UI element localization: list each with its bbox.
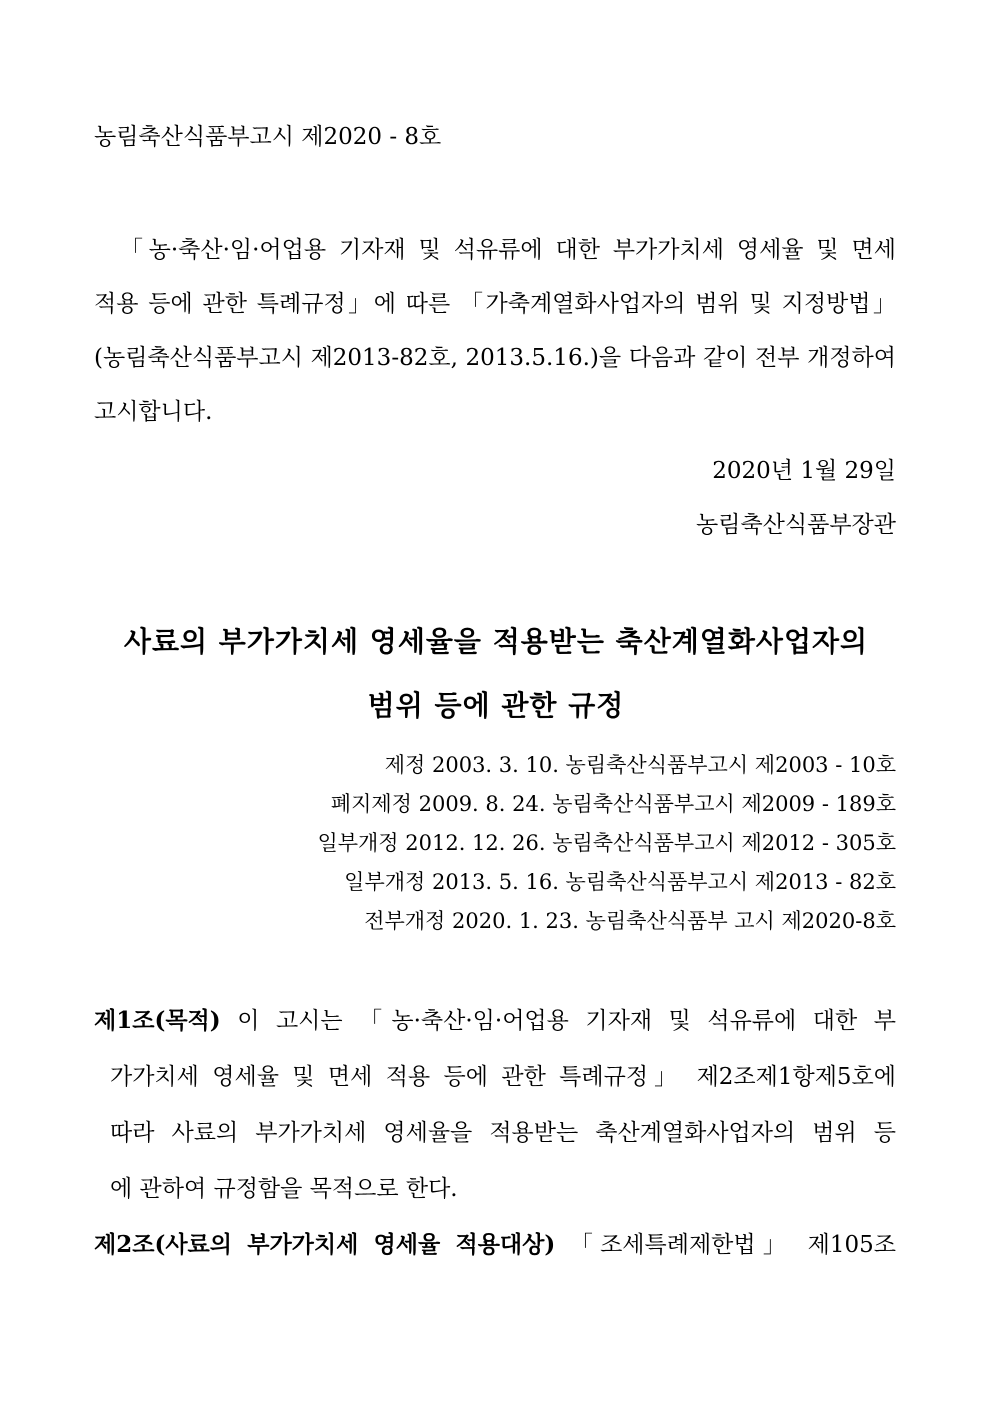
- article-2-text: 「조세특례제한법」 제105조: [555, 1232, 897, 1258]
- notice-number: 농림축산식품부고시 제2020 - 8호: [94, 124, 442, 150]
- preamble-line-4: 고시합니다.: [94, 399, 213, 425]
- history-line: 일부개정 2012. 12. 26. 농림축산식품부고시 제2012 - 305호: [317, 831, 896, 855]
- preamble-line-3: (농림축산식품부고시 제2013-82호, 2013.5.16.)을 다음과 같이 전부 개정하여: [94, 345, 896, 371]
- regulation-title-line-1: 사료의 부가가치세 영세율을 적용받는 축산계열화사업자의: [123, 625, 869, 658]
- history-line: 일부개정 2013. 5. 16. 농림축산식품부고시 제2013 - 82호: [344, 870, 896, 894]
- article-1-line-2: 가가치세 영세율 및 면세 적용 등에 관한 특례규정」 제2조제1항제5호에: [110, 1064, 896, 1090]
- article-1-text: 이 고시는 「농·축산·임·어업용 기자재 및 석유류에 대한 부: [220, 1008, 896, 1034]
- article-1-line-4: 에 관하여 규정함을 목적으로 한다.: [110, 1176, 458, 1202]
- regulation-title-line-2: 범위 등에 관한 규정: [367, 689, 625, 722]
- article-2-line-1: [94, 1226, 896, 1259]
- issuer: 농림축산식품부장관: [696, 512, 896, 538]
- article-1-line-3: 따라 사료의 부가가치세 영세율을 적용받는 축산계열화사업자의 범위 등: [110, 1120, 896, 1146]
- article-2-heading: 제2조(사료의 부가가치세 영세율 적용대상): [94, 1231, 556, 1258]
- notice-date: 2020년 1월 29일: [712, 458, 896, 484]
- history-line: 제정 2003. 3. 10. 농림축산식품부고시 제2003 - 10호: [384, 753, 896, 777]
- history-line: 폐지제정 2009. 8. 24. 농림축산식품부고시 제2009 - 189호: [330, 792, 896, 816]
- preamble-line-1: 「농·축산·임·어업용 기자재 및 석유류에 대한 부가가치세 영세율 및 면세: [120, 237, 896, 263]
- article-1-line-1: [94, 1002, 896, 1035]
- history-line: 전부개정 2020. 1. 23. 농림축산식품부 고시 제2020-8호: [364, 909, 896, 933]
- preamble-line-2: 적용 등에 관한 특례규정」에 따른 「가축계열화사업자의 범위 및 지정방법」: [94, 291, 896, 317]
- article-1-heading: 제1조(목적): [94, 1007, 221, 1034]
